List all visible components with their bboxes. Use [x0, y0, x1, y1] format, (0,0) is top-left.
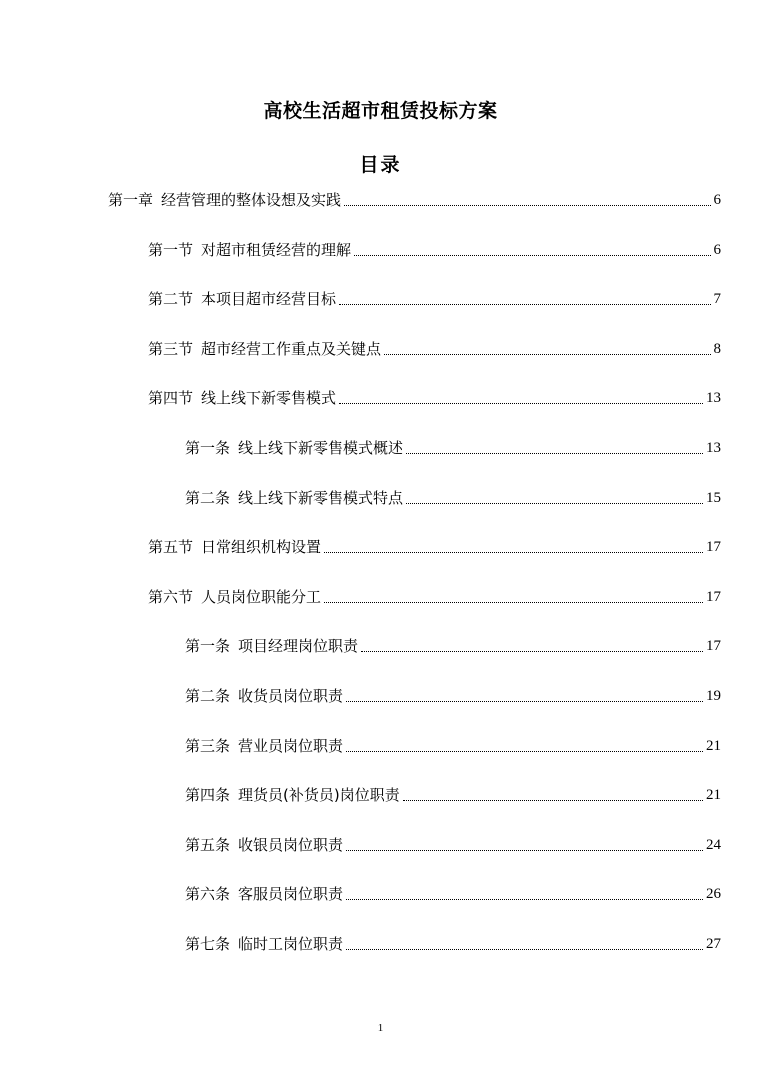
toc-entry-title: 收货员岗位职责: [238, 687, 344, 705]
page-number: 1: [377, 1022, 384, 1034]
toc-entry[interactable]: [148, 338, 721, 360]
toc-entry-title: 项目经理岗位职责: [238, 637, 359, 656]
toc-entry[interactable]: [185, 834, 721, 856]
toc-entry-prefix: 第一章: [108, 191, 154, 209]
toc-entry-prefix: 第一条: [185, 439, 231, 457]
toc-entry-page-number: 21: [706, 787, 721, 804]
toc-entry-prefix: 第三条: [185, 736, 231, 755]
toc-entry[interactable]: [185, 685, 721, 707]
toc-entry[interactable]: [148, 536, 721, 558]
toc-entry-prefix: 第三节: [148, 339, 194, 358]
toc-entry-title: 线上线下新零售模式概述: [238, 439, 404, 457]
toc-entry-page-number: 13: [706, 440, 721, 456]
toc-entry-page-number: 6: [713, 241, 721, 258]
toc-dot-leader: [346, 751, 703, 752]
toc-entry-prefix: 第六条: [185, 885, 231, 904]
toc-dot-leader: [384, 354, 710, 355]
toc-entry-page-number: 26: [706, 886, 721, 903]
toc-entry-prefix: 第二条: [185, 687, 231, 705]
toc-entry[interactable]: [185, 933, 721, 955]
toc-dot-leader: [339, 403, 703, 404]
toc-entry-page-number: 24: [706, 836, 721, 853]
toc-dot-leader: [346, 850, 703, 851]
toc-entry[interactable]: [185, 735, 721, 757]
toc-entry-title: 理货员(补货员)岗位职责: [238, 786, 400, 805]
toc-entry[interactable]: [185, 883, 721, 905]
toc-dot-leader: [324, 602, 703, 603]
toc-entry-prefix: 第五节: [148, 538, 194, 557]
toc-entry-page-number: 15: [706, 489, 721, 506]
toc-dot-leader: [406, 503, 703, 504]
toc-entry-title: 日常组织机构设置: [201, 538, 322, 557]
toc-entry-page-number: 17: [706, 539, 721, 556]
toc-entry-page-number: 17: [706, 638, 721, 655]
toc-entry-page-number: 21: [706, 737, 721, 754]
toc-dot-leader: [344, 205, 710, 206]
toc-entry-page-number: 7: [713, 291, 721, 308]
toc-entry[interactable]: [148, 239, 721, 261]
toc-entry-title: 经营管理的整体设想及实践: [161, 191, 342, 209]
toc-entry[interactable]: [185, 635, 721, 657]
toc-entry-prefix: 第五条: [185, 835, 231, 854]
toc-entry-prefix: 第七条: [185, 935, 231, 953]
toc-entry-title: 人员岗位职能分工: [201, 587, 322, 606]
toc-entry[interactable]: [148, 586, 721, 608]
toc-dot-leader: [339, 304, 710, 305]
toc-entry-title: 线上线下新零售模式: [201, 389, 337, 408]
toc-entry-prefix: 第四条: [185, 786, 231, 805]
toc-entry-prefix: 第一节: [148, 240, 194, 259]
toc-entry[interactable]: [185, 437, 721, 459]
toc-entry-prefix: 第四节: [148, 389, 194, 408]
toc-entry-prefix: 第一条: [185, 637, 231, 656]
toc-entry-title: 本项目超市经营目标: [201, 290, 337, 309]
toc-entry-page-number: 8: [713, 340, 721, 357]
toc-dot-leader: [403, 800, 703, 801]
toc-entry-prefix: 第六节: [148, 587, 194, 606]
toc-entry-prefix: 第二节: [148, 290, 194, 309]
document-title: 高校生活超市租赁投标方案: [263, 100, 498, 122]
toc-dot-leader: [406, 453, 703, 454]
toc-heading: 目录: [359, 154, 402, 176]
toc-entry-page-number: 17: [706, 588, 721, 605]
toc-entry-page-number: 19: [706, 688, 721, 704]
toc-entry-title: 线上线下新零售模式特点: [238, 488, 404, 507]
toc-dot-leader: [346, 949, 703, 950]
toc-entry-title: 收银员岗位职责: [238, 835, 344, 854]
toc-entry-page-number: 6: [713, 192, 721, 208]
toc-entry-title: 超市经营工作重点及关键点: [201, 339, 382, 358]
toc-dot-leader: [361, 651, 703, 652]
toc-entry[interactable]: [148, 387, 721, 409]
toc-dot-leader: [346, 899, 703, 900]
toc-entry[interactable]: [148, 288, 721, 310]
toc-entry-title: 营业员岗位职责: [238, 736, 344, 755]
toc-entry-title: 客服员岗位职责: [238, 885, 344, 904]
toc-entry[interactable]: [185, 487, 721, 509]
toc-dot-leader: [346, 701, 703, 702]
toc-entry[interactable]: [108, 189, 721, 211]
toc-entry-prefix: 第二条: [185, 488, 231, 507]
toc-entry-title: 临时工岗位职责: [238, 935, 344, 953]
toc-dot-leader: [324, 552, 703, 553]
toc-entry-page-number: 27: [706, 936, 721, 952]
toc-dot-leader: [354, 255, 710, 256]
toc-entry-page-number: 13: [706, 390, 721, 407]
toc-entry[interactable]: [185, 784, 721, 806]
toc-entry-title: 对超市租赁经营的理解: [201, 240, 352, 259]
